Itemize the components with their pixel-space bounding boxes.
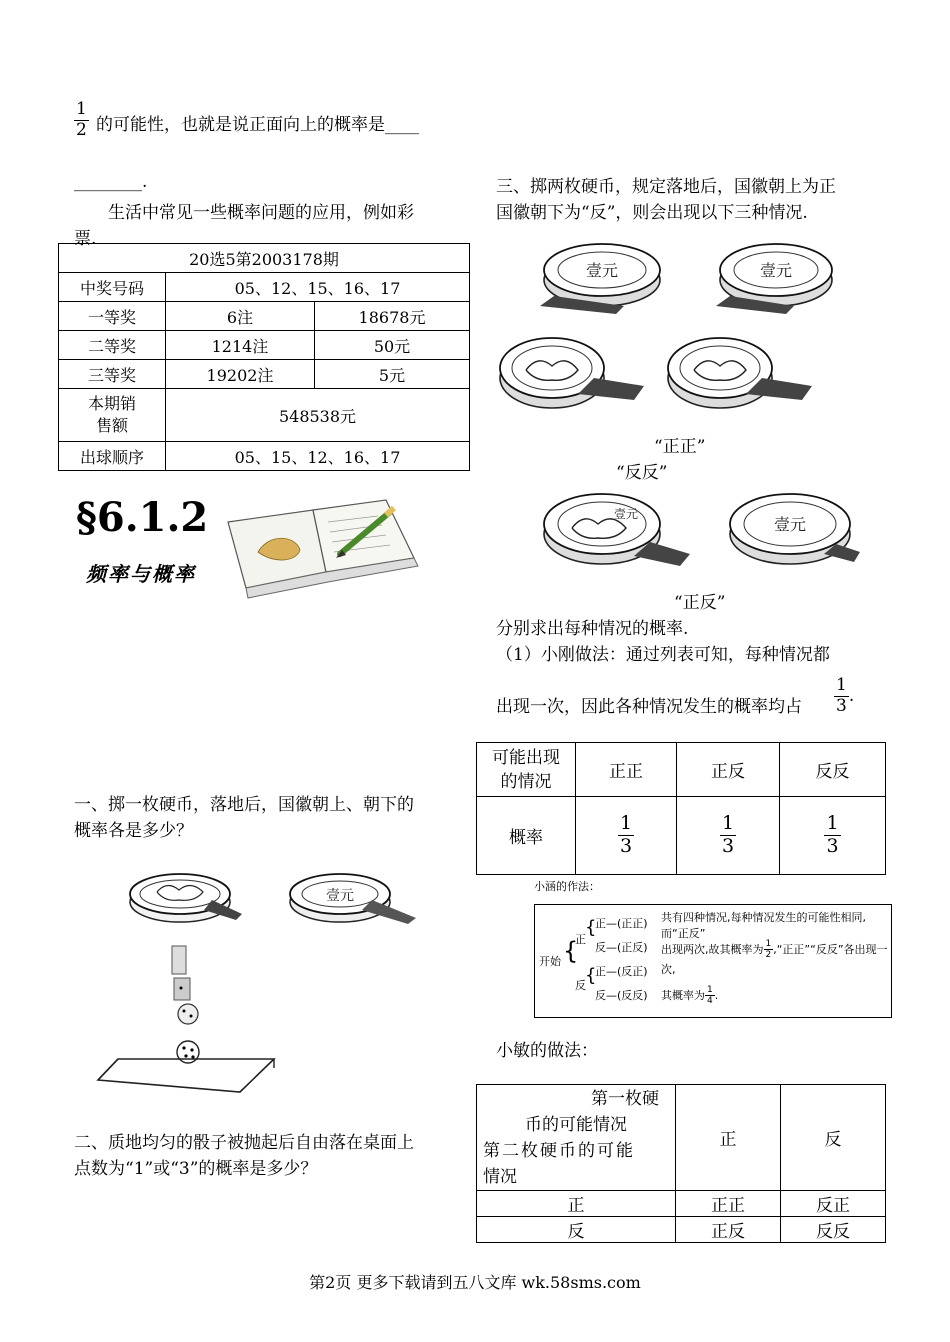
lottery-row-label: 二等奖: [59, 331, 166, 360]
lottery-cell: 1214注: [166, 331, 315, 360]
lottery-row-label: 出球顺序: [59, 442, 166, 471]
prob-cell: $\frac{1}{3}$: [677, 797, 780, 875]
mixed-coins-illustration: [536, 478, 866, 588]
svg-text:壹元: 壹元: [759, 261, 793, 280]
lottery-row-label: 本期销 售额: [59, 389, 166, 442]
lottery-row-value: 548538元: [166, 389, 470, 442]
tree-branch-3: 正—(反正): [595, 965, 648, 978]
svg-text:壹元: 壹元: [326, 888, 354, 904]
label-fanfan: “反反”: [616, 463, 668, 483]
xiaomin-row-label: 正: [477, 1191, 676, 1217]
page-footer: 第2页 更多下载请到五八文库 wk.58sms.com: [309, 1273, 641, 1292]
lottery-cell: 19202注: [166, 360, 315, 389]
xiaomin-cell: 反反: [781, 1217, 886, 1243]
tree-text-3: 其概率为 $\frac{1}{4}$ .: [661, 985, 719, 1007]
tree-branch-1: 正—(正正): [595, 917, 648, 930]
prob-cell: $\frac{1}{3}$: [576, 797, 677, 875]
tree-text-2: 出现两次,故其概率为 $\frac{1}{2}$ ,“正正”“反反”各出现一次,: [661, 939, 888, 976]
lottery-row-label: 三等奖: [59, 360, 166, 389]
tree-z: 正: [575, 933, 586, 946]
book-pencil-illustration: [218, 492, 424, 606]
prob-cell: $\frac{1}{3}$: [780, 797, 886, 875]
prob-row-label: 概率: [477, 797, 576, 875]
xiaomin-cell: 正正: [676, 1191, 781, 1217]
xiaomin-col-head: 反: [781, 1085, 886, 1191]
svg-text:壹元: 壹元: [614, 507, 639, 521]
question3-line1: 三、掷两枚硬币，规定落地后，国徽朝上为正: [496, 177, 836, 197]
paragraph-line2: 票.: [74, 229, 97, 249]
xiaomin-row-label: 反: [477, 1217, 676, 1243]
label-zhengfan: “正反”: [674, 593, 726, 613]
xiaogang-fraction: $\frac{1}{3}$ .: [836, 675, 855, 716]
tree-f: 反: [575, 979, 586, 992]
lottery-row-label: 一等奖: [59, 302, 166, 331]
xiaomin-title: 小敏的做法：: [496, 1041, 598, 1061]
lottery-row-value: 05、15、12、16、17: [166, 442, 470, 471]
lottery-cell: 18678元: [315, 302, 470, 331]
xiaohan-tree-box: [534, 904, 892, 1018]
xiaomin-cell: 反正: [781, 1191, 886, 1217]
label-zhengzheng: “正正”: [654, 437, 706, 457]
section-subtitle: 频率与概率: [86, 562, 196, 586]
question1-line1: 一、掷一枚硬币，落地后，国徽朝上、朝下的: [74, 795, 414, 815]
lottery-cell: 6注: [166, 302, 315, 331]
question3-ask: 分别求出每种情况的概率.: [496, 619, 689, 639]
tree-start: 开始: [539, 955, 561, 968]
lottery-row-label: 中奖号码: [59, 273, 166, 302]
xiaogang-line2: 出现一次，因此各种情况发生的概率均占: [496, 697, 802, 717]
top-fraction: $\frac{1}{2}$: [76, 99, 87, 140]
xiaomin-table: [476, 1084, 886, 1243]
lottery-table: [58, 243, 470, 471]
top-line2: ________.: [74, 172, 148, 192]
xiaomin-cell: 正反: [676, 1217, 781, 1243]
tree-branch-4: 反—(反反): [595, 989, 648, 1002]
section-number: §6.1.2: [76, 494, 209, 541]
question3-line2: 国徽朝下为“反”，则会出现以下三种情况.: [496, 203, 808, 223]
tree-branch-2: 反—(正反): [595, 941, 648, 954]
question2-line2: 点数为“1”或“3”的概率是多少？: [74, 1159, 318, 1179]
two-coins-pairs-illustration: [494, 228, 884, 428]
lottery-cell: 5元: [315, 360, 470, 389]
question2-line1: 二、质地均匀的骰子被抛起后自由落在桌面上: [74, 1133, 414, 1153]
xiaohan-title: 小涵的作法：: [534, 880, 600, 893]
prob-head-cell: 反反: [780, 743, 886, 797]
xiaomin-corner: 第一枚硬 币的可能情况 第二枚硬币的可能 情况: [477, 1085, 676, 1191]
coin-dice-illustration: [92, 856, 442, 1098]
probability-table: [476, 742, 886, 875]
tree-brace-upper: {: [585, 917, 597, 938]
paragraph-line1: 生活中常见一些概率问题的应用，例如彩: [108, 203, 414, 223]
xiaogang-line1: （1）小刚做法：通过列表可知，每种情况都: [496, 645, 830, 665]
prob-head-cell: 正正: [576, 743, 677, 797]
lottery-title: 20选5第2003178期: [59, 244, 470, 273]
svg-text:壹元: 壹元: [773, 515, 807, 534]
question1-line2: 概率各是多少？: [74, 821, 193, 841]
lottery-row-value: 05、12、15、16、17: [166, 273, 470, 302]
tree-brace: {: [563, 937, 579, 965]
tree-text-1: 共有四种情况,每种情况发生的可能性相同,而“正反”: [661, 911, 866, 940]
prob-head-cell: 正反: [677, 743, 780, 797]
xiaomin-col-head: 正: [676, 1085, 781, 1191]
tree-brace-lower: {: [585, 965, 597, 986]
top-line1: 的可能性，也就是说正面向上的概率是____: [96, 115, 419, 135]
prob-head-label: 可能出现 的情况: [477, 743, 576, 797]
svg-text:壹元: 壹元: [585, 261, 619, 280]
lottery-cell: 50元: [315, 331, 470, 360]
